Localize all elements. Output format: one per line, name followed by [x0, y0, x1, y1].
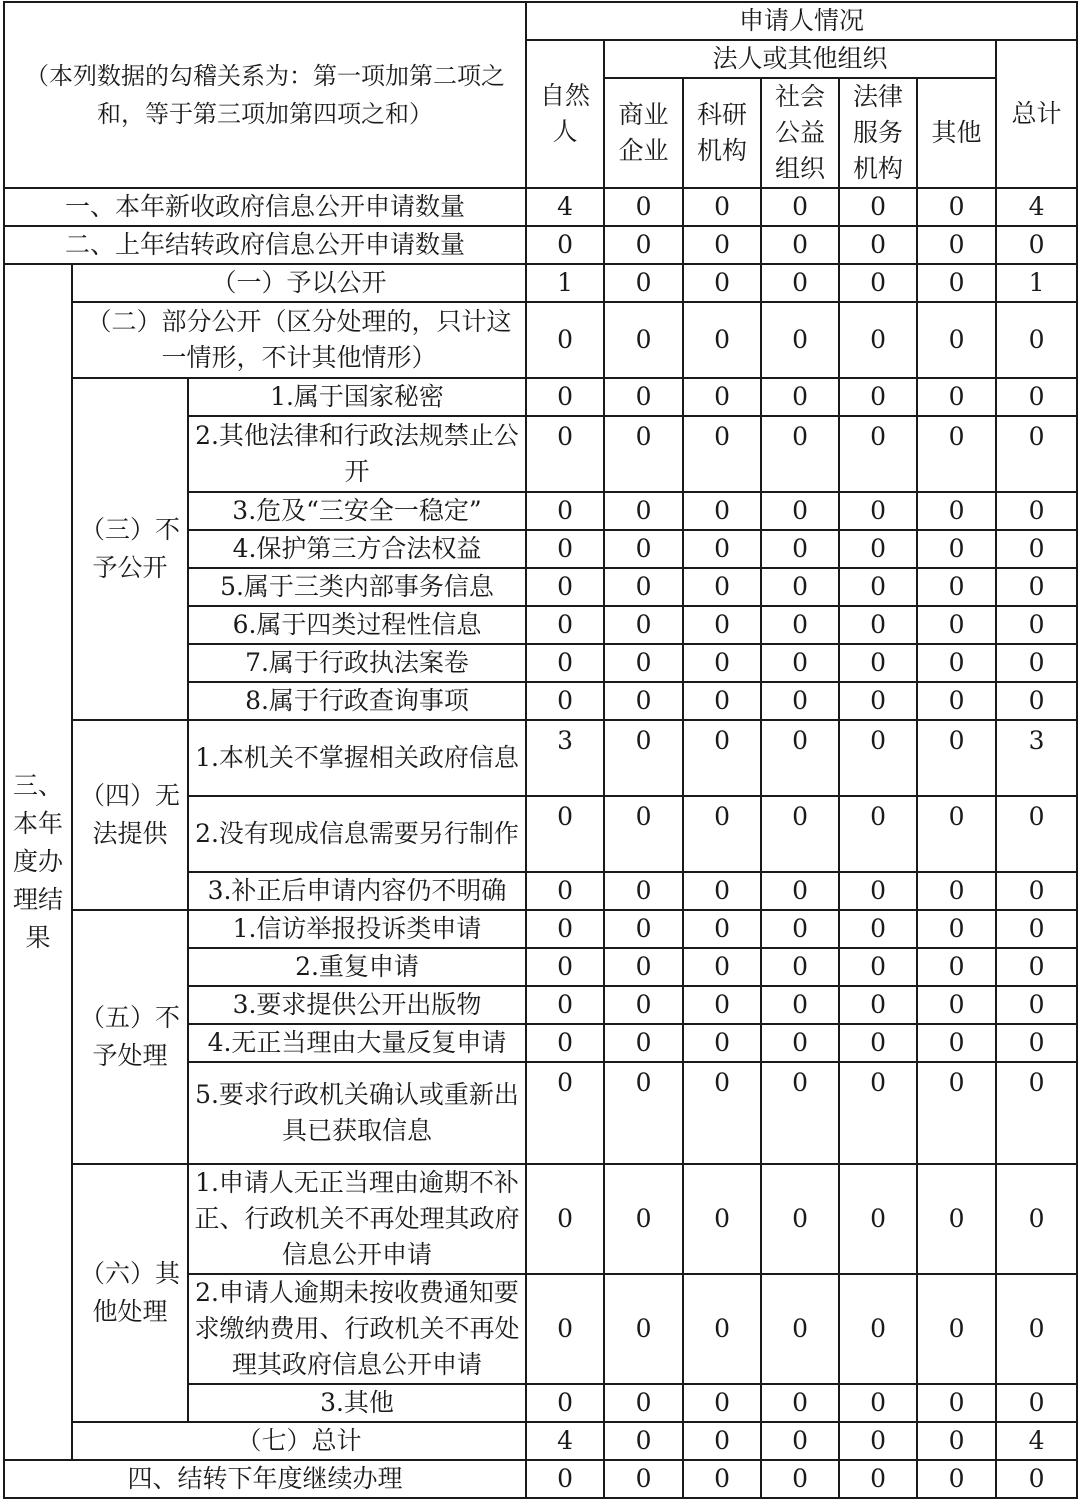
table-cell-value: 0: [526, 416, 604, 492]
table-cell-value: 0: [604, 1024, 683, 1062]
table-cell-value: 0: [604, 796, 683, 872]
row-label-item: 1.申请人无正当理由逾期不补正、行政机关不再处理其政府信息公开申请: [188, 1164, 526, 1274]
table-row: [4, 188, 1077, 226]
table-cell-value: 0: [839, 606, 917, 644]
table-cell-value: 0: [917, 1460, 996, 1498]
table-cell-value: 0: [604, 1274, 683, 1384]
table-cell-value: 4: [996, 188, 1077, 226]
table-cell-value: 0: [996, 796, 1077, 872]
row-label-disclose: （一）予以公开: [72, 264, 526, 302]
table-cell-value: 0: [761, 1384, 839, 1422]
table-cell-value: 0: [683, 188, 761, 226]
table-cell-value: 4: [526, 1422, 604, 1460]
row-label-item: 1.本机关不掌握相关政府信息: [188, 720, 526, 796]
table-cell-value: 0: [996, 530, 1077, 568]
table-cell-value: 0: [604, 644, 683, 682]
table-cell-value: 0: [996, 910, 1077, 948]
table-cell-value: 0: [761, 644, 839, 682]
table-cell-value: 0: [526, 378, 604, 416]
row-label-item: 1.属于国家秘密: [188, 378, 526, 416]
row-label-item: 2.没有现成信息需要另行制作: [188, 796, 526, 872]
table-cell-value: 0: [996, 378, 1077, 416]
table-cell-value: 0: [917, 606, 996, 644]
header-social-welfare: 社会公益组织: [761, 78, 839, 188]
table-cell-value: 0: [996, 1062, 1077, 1164]
table-cell-value: 0: [917, 948, 996, 986]
table-cell-value: 0: [683, 264, 761, 302]
table-cell-value: 0: [683, 1274, 761, 1384]
table-cell-value: 0: [526, 1274, 604, 1384]
table-cell-value: 1: [526, 264, 604, 302]
table-cell-value: 0: [839, 226, 917, 264]
table-cell-value: 0: [917, 720, 996, 796]
header-other: 其他: [917, 78, 996, 188]
table-cell-value: 0: [526, 644, 604, 682]
table-cell-value: 0: [683, 986, 761, 1024]
header-legal-service: 法律服务机构: [839, 78, 917, 188]
table-cell-value: 0: [996, 416, 1077, 492]
table-cell-value: 0: [683, 720, 761, 796]
group-other-handle-label: （六）其他处理: [72, 1164, 188, 1422]
table-cell-value: 0: [996, 948, 1077, 986]
table-cell-value: 0: [917, 1422, 996, 1460]
table-cell-value: 0: [996, 682, 1077, 720]
table-cell-value: 0: [526, 1384, 604, 1422]
table-cell-value: 0: [683, 1164, 761, 1274]
table-cell-value: 0: [839, 1164, 917, 1274]
table-cell-value: 0: [917, 378, 996, 416]
table-cell-value: 0: [604, 872, 683, 910]
table-cell-value: 0: [604, 1422, 683, 1460]
table-cell-value: 0: [683, 568, 761, 606]
table-cell-value: 0: [761, 492, 839, 530]
table-cell-value: 0: [761, 606, 839, 644]
table-cell-value: 0: [996, 1024, 1077, 1062]
table-cell-value: 0: [761, 226, 839, 264]
table-note: （本列数据的勾稽关系为：第一项加第二项之和，等于第三项加第四项之和）: [4, 2, 526, 188]
table-cell-value: 0: [839, 720, 917, 796]
table-cell-value: 0: [604, 986, 683, 1024]
table-cell-value: 0: [526, 796, 604, 872]
table-cell-value: 0: [917, 302, 996, 378]
table-cell-value: 0: [761, 416, 839, 492]
table-row: [4, 378, 1077, 416]
row-label-item: 5.要求行政机关确认或重新出具已获取信息: [188, 1062, 526, 1164]
table-cell-value: 0: [761, 1062, 839, 1164]
table-cell-value: 0: [917, 1384, 996, 1422]
table-cell-value: 0: [683, 606, 761, 644]
table-cell-value: 0: [917, 188, 996, 226]
table-cell-value: 0: [839, 378, 917, 416]
table-cell-value: 0: [683, 416, 761, 492]
header-legal-org: 法人或其他组织: [604, 40, 996, 78]
header-research: 科研机构: [683, 78, 761, 188]
table-cell-value: 0: [996, 1274, 1077, 1384]
table-cell-value: 0: [761, 302, 839, 378]
table-cell-value: 0: [604, 264, 683, 302]
row-label-carryover: 二、上年结转政府信息公开申请数量: [4, 226, 526, 264]
table-cell-value: 0: [761, 530, 839, 568]
table-cell-value: 0: [839, 682, 917, 720]
table-cell-value: 0: [683, 378, 761, 416]
table-cell-value: 0: [683, 910, 761, 948]
table-cell-value: 0: [604, 530, 683, 568]
table-cell-value: 0: [683, 682, 761, 720]
table-cell-value: 0: [917, 796, 996, 872]
row-label-item: 3.其他: [188, 1384, 526, 1422]
table-cell-value: 0: [526, 492, 604, 530]
row-label-subtotal: （七）总计: [72, 1422, 526, 1460]
table-cell-value: 0: [839, 1024, 917, 1062]
group-not-handle-label: （五）不予处理: [72, 910, 188, 1164]
table-cell-value: 0: [839, 302, 917, 378]
table-cell-value: 0: [683, 1460, 761, 1498]
table-cell-value: 0: [526, 226, 604, 264]
table-cell-value: 0: [526, 606, 604, 644]
table-cell-value: 0: [604, 720, 683, 796]
header-commercial: 商业企业: [604, 78, 683, 188]
table-row: [4, 302, 1077, 378]
table-cell-value: 0: [604, 910, 683, 948]
table-cell-value: 0: [996, 606, 1077, 644]
table-cell-value: 0: [917, 910, 996, 948]
table-cell-value: 0: [839, 530, 917, 568]
table-cell-value: 0: [917, 1164, 996, 1274]
table-cell-value: 0: [526, 872, 604, 910]
table-cell-value: 0: [683, 1024, 761, 1062]
row-label-item: 3.补正后申请内容仍不明确: [188, 872, 526, 910]
table-cell-value: 0: [996, 644, 1077, 682]
table-cell-value: 0: [917, 568, 996, 606]
table-row: [4, 1460, 1077, 1498]
table-cell-value: 0: [761, 188, 839, 226]
table-cell-value: 0: [839, 1062, 917, 1164]
table-cell-value: 0: [761, 378, 839, 416]
table-cell-value: 0: [996, 1164, 1077, 1274]
table-cell-value: 0: [604, 1460, 683, 1498]
table-cell-value: 0: [604, 948, 683, 986]
table-cell-value: 0: [917, 530, 996, 568]
table-cell-value: 0: [526, 986, 604, 1024]
table-cell-value: 0: [683, 644, 761, 682]
table-cell-value: 0: [839, 986, 917, 1024]
table-cell-value: 0: [917, 644, 996, 682]
table-cell-value: 0: [526, 530, 604, 568]
section-three-label: 三、本年度办理结果: [4, 264, 72, 1460]
table-row: [4, 910, 1077, 948]
table-cell-value: 0: [839, 188, 917, 226]
table-cell-value: 0: [761, 1422, 839, 1460]
table-cell-value: 0: [683, 226, 761, 264]
table-cell-value: 0: [839, 1274, 917, 1384]
row-label-item: 3.危及“三安全一稳定”: [188, 492, 526, 530]
row-label-item: 2.其他法律和行政法规禁止公开: [188, 416, 526, 492]
table-cell-value: 0: [761, 682, 839, 720]
table-cell-value: 0: [839, 872, 917, 910]
table-cell-value: 0: [683, 1422, 761, 1460]
table-cell-value: 0: [604, 302, 683, 378]
table-cell-value: 0: [683, 948, 761, 986]
row-label-item: 5.属于三类内部事务信息: [188, 568, 526, 606]
table-cell-value: 0: [917, 682, 996, 720]
table-cell-value: 0: [839, 1384, 917, 1422]
table-cell-value: 0: [839, 1460, 917, 1498]
row-label-item: 4.无正当理由大量反复申请: [188, 1024, 526, 1062]
header-natural-person: 自然人: [526, 40, 604, 188]
row-label-item: 8.属于行政查询事项: [188, 682, 526, 720]
table-cell-value: 0: [996, 872, 1077, 910]
table-cell-value: 0: [683, 530, 761, 568]
table-cell-value: 0: [604, 1062, 683, 1164]
row-label-item: 2.重复申请: [188, 948, 526, 986]
table-cell-value: 1: [996, 264, 1077, 302]
table-cell-value: 0: [604, 1164, 683, 1274]
table-row: [4, 264, 1077, 302]
row-label-item: 1.信访举报投诉类申请: [188, 910, 526, 948]
table-cell-value: 0: [526, 1460, 604, 1498]
row-label-item: 3.要求提供公开出版物: [188, 986, 526, 1024]
table-cell-value: 0: [917, 226, 996, 264]
table-cell-value: 3: [996, 720, 1077, 796]
header-applicant-situation: 申请人情况: [526, 2, 1077, 40]
table-cell-value: 0: [604, 492, 683, 530]
table-cell-value: 0: [917, 264, 996, 302]
table-cell-value: 0: [917, 1024, 996, 1062]
table-cell-value: 0: [761, 948, 839, 986]
table-row: [4, 226, 1077, 264]
table-cell-value: 0: [526, 910, 604, 948]
row-label-partial: （二）部分公开（区分处理的，只计这一情形，不计其他情形）: [72, 302, 526, 378]
table-cell-value: 0: [917, 492, 996, 530]
table-cell-value: 0: [839, 1422, 917, 1460]
table-cell-value: 0: [526, 1024, 604, 1062]
table-cell-value: 0: [839, 910, 917, 948]
table-cell-value: 0: [761, 910, 839, 948]
table-cell-value: 0: [683, 796, 761, 872]
table-row: [4, 1164, 1077, 1274]
table-cell-value: 0: [604, 188, 683, 226]
table-cell-value: 4: [996, 1422, 1077, 1460]
table-cell-value: 0: [996, 492, 1077, 530]
table-cell-value: 0: [526, 682, 604, 720]
table-cell-value: 0: [604, 416, 683, 492]
table-cell-value: 0: [604, 226, 683, 264]
table-cell-value: 0: [526, 1062, 604, 1164]
table-cell-value: 0: [526, 948, 604, 986]
table-cell-value: 0: [996, 302, 1077, 378]
group-not-disclose-label: （三）不予公开: [72, 378, 188, 720]
table-cell-value: 0: [604, 1384, 683, 1422]
table-cell-value: 0: [917, 416, 996, 492]
table-row: [4, 720, 1077, 796]
table-cell-value: 0: [917, 1274, 996, 1384]
table-cell-value: 0: [839, 644, 917, 682]
table-cell-value: 0: [683, 1062, 761, 1164]
group-unable-label: （四）无法提供: [72, 720, 188, 910]
table-cell-value: 0: [761, 872, 839, 910]
table-cell-value: 3: [526, 720, 604, 796]
gov-info-disclosure-table: [3, 1, 1078, 1499]
table-cell-value: 0: [526, 1164, 604, 1274]
table-cell-value: 0: [604, 568, 683, 606]
table-cell-value: 0: [996, 568, 1077, 606]
header-total: 总计: [996, 40, 1077, 188]
row-label-item: 6.属于四类过程性信息: [188, 606, 526, 644]
table-cell-value: 0: [996, 1384, 1077, 1422]
table-cell-value: 0: [761, 1274, 839, 1384]
table-cell-value: 0: [761, 986, 839, 1024]
table-cell-value: 0: [526, 302, 604, 378]
row-label-item: 4.保护第三方合法权益: [188, 530, 526, 568]
table-cell-value: 0: [761, 568, 839, 606]
row-label-new-requests: 一、本年新收政府信息公开申请数量: [4, 188, 526, 226]
table-cell-value: 0: [683, 1384, 761, 1422]
table-cell-value: 0: [604, 682, 683, 720]
table-cell-value: 0: [917, 1062, 996, 1164]
table-cell-value: 0: [996, 226, 1077, 264]
table-cell-value: 0: [761, 796, 839, 872]
table-cell-value: 0: [996, 986, 1077, 1024]
table-cell-value: 0: [839, 264, 917, 302]
table-row: [4, 1422, 1077, 1460]
table-cell-value: 0: [839, 416, 917, 492]
table-cell-value: 0: [761, 264, 839, 302]
table-cell-value: 0: [683, 492, 761, 530]
table-cell-value: 0: [761, 1460, 839, 1498]
table-cell-value: 0: [839, 948, 917, 986]
row-label-item: 2.申请人逾期未按收费通知要求缴纳费用、行政机关不再处理其政府信息公开申请: [188, 1274, 526, 1384]
table-cell-value: 0: [761, 1164, 839, 1274]
table-cell-value: 0: [839, 796, 917, 872]
table-cell-value: 0: [917, 986, 996, 1024]
table-cell-value: 0: [761, 720, 839, 796]
table-cell-value: 0: [683, 302, 761, 378]
table-cell-value: 0: [996, 1460, 1077, 1498]
table-cell-value: 0: [526, 568, 604, 606]
table-cell-value: 0: [604, 378, 683, 416]
table-cell-value: 4: [526, 188, 604, 226]
table-cell-value: 0: [917, 872, 996, 910]
table-cell-value: 0: [839, 492, 917, 530]
table-cell-value: 0: [604, 606, 683, 644]
row-label-carry-next: 四、结转下年度继续办理: [4, 1460, 526, 1498]
table-cell-value: 0: [683, 872, 761, 910]
table-cell-value: 0: [839, 568, 917, 606]
row-label-item: 7.属于行政执法案卷: [188, 644, 526, 682]
table-cell-value: 0: [761, 1024, 839, 1062]
